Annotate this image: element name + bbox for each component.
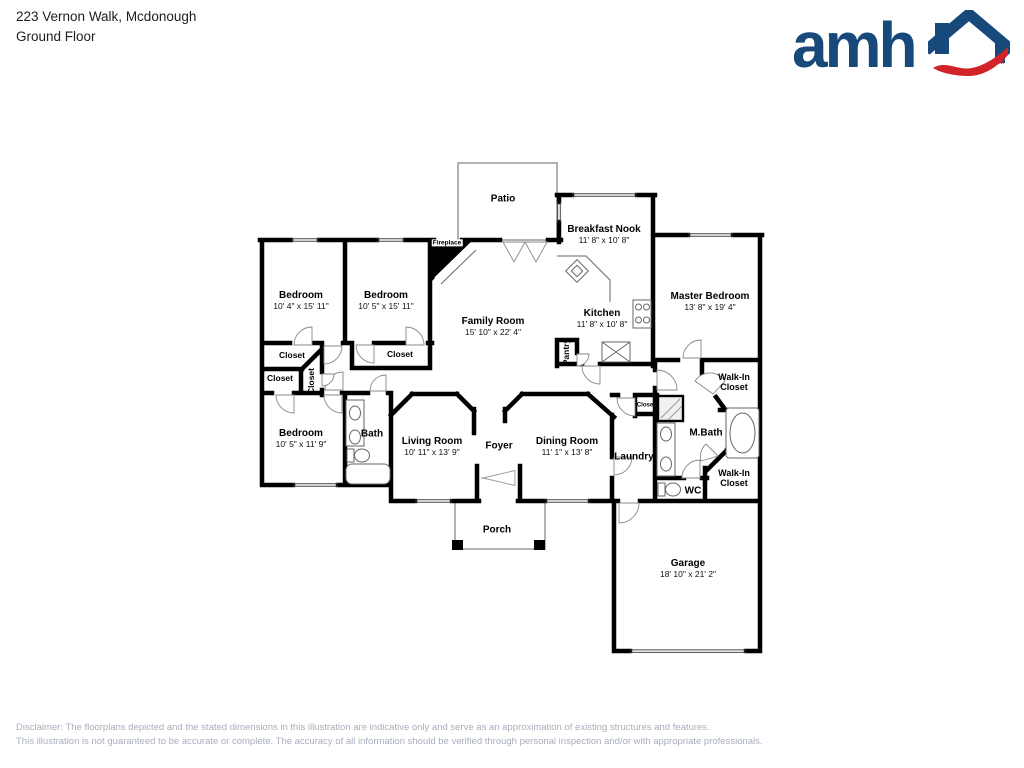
bath-toilet <box>355 449 370 462</box>
room-label-bath: Bath <box>360 428 384 440</box>
room-label-closet-suite: Closet <box>636 402 656 409</box>
bath-sink <box>350 430 361 444</box>
room-label-closet-2: Closet <box>387 349 413 360</box>
room-label-fireplace: Fireplace <box>432 239 462 247</box>
room-label-walkin-closet-bottom: Walk-In Closet <box>718 467 750 488</box>
walls <box>260 195 762 651</box>
bath-toilet-tank <box>347 449 354 462</box>
room-label-kitchen: Kitchen 11' 8" x 10' 8" <box>576 308 628 330</box>
bath-sink <box>350 406 361 420</box>
room-label-patio: Patio <box>490 193 516 205</box>
room-label-laundry: Laundry <box>614 451 654 463</box>
bathtub <box>346 464 390 484</box>
room-label-pantry: Pantry <box>561 338 572 366</box>
property-address: 223 Vernon Walk, Mcdonough <box>16 9 197 24</box>
room-label-wc: WC <box>684 485 702 497</box>
room-label-bedroom-2: Bedroom 10' 5" x 15' 11" <box>358 290 414 312</box>
wc-toilet <box>666 483 681 496</box>
room-label-breakfast-nook: Breakfast Nook 11' 8" x 10' 8" <box>567 224 641 246</box>
front-door <box>481 471 515 486</box>
garage-door <box>630 650 746 653</box>
room-label-closet-linen: Closet <box>306 368 317 394</box>
service-mark: SM <box>995 60 1004 66</box>
amh-logo-text: amh <box>792 9 915 81</box>
room-label-bedroom-3: Bedroom 10' 5" x 11' 9" <box>275 428 327 450</box>
room-label-mbath: M.Bath <box>689 427 723 439</box>
room-label-master-bedroom: Master Bedroom 13' 8" x 19' 4" <box>670 291 750 313</box>
wc-toilet-tank <box>658 483 665 496</box>
fireplace-shape <box>432 242 476 284</box>
room-label-bedroom-1: Bedroom 10' 4" x 15' 11" <box>273 290 329 312</box>
room-label-family-room: Family Room 15' 10" x 22' 4" <box>461 316 525 338</box>
mbath-sink <box>661 427 672 441</box>
disclaimer-line-2: This illustration is not guaranteed to be accurate or complete. The accuracy of all information should be verified through personal inspection and/or with appropriate professionals. <box>16 735 763 747</box>
room-label-living-room: Living Room 10' 11" x 13' 9" <box>401 436 463 458</box>
garden-tub <box>730 413 755 453</box>
room-label-walkin-closet-top: Walk-In Closet <box>718 371 750 392</box>
disclaimer-line-1: Disclaimer: The floorplans depicted and the stated dimensions in this illustration are indicative only and serve as an approximation of existing structures and features. <box>16 722 710 733</box>
disclaimer <box>16 721 763 748</box>
room-label-porch: Porch <box>482 524 512 536</box>
room-label-foyer: Foyer <box>485 440 513 452</box>
floor-label: Ground Floor <box>16 29 96 44</box>
kitchen-counter <box>557 256 610 302</box>
room-label-closet-hall: Closet <box>267 373 293 384</box>
room-label-garage: Garage 18' 10" x 21' 2" <box>659 558 717 580</box>
room-label-closet-1: Closet <box>279 350 305 361</box>
room-label-dining-room: Dining Room 11' 1" x 13' 8" <box>535 436 599 458</box>
mbath-sink <box>661 457 672 471</box>
